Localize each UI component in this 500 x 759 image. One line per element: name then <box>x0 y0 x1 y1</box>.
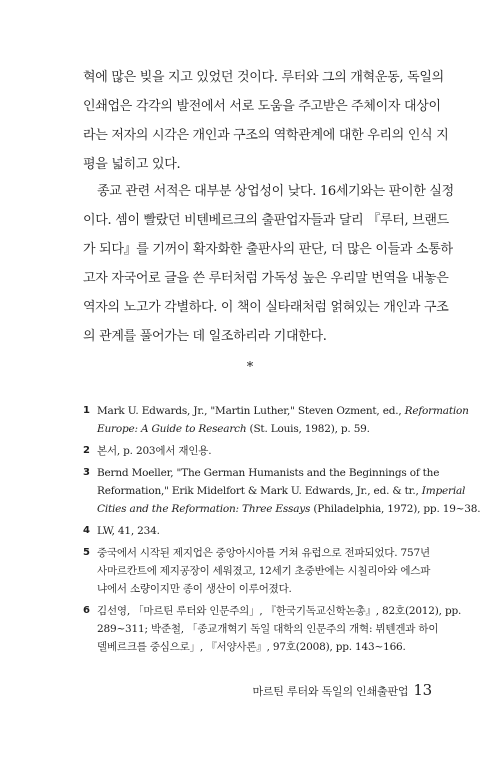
running-title: 마르틴 루터와 독일의 인쇄출판업 <box>252 685 409 698</box>
paragraph-line: 역자의 노고가 각별하다. 이 책이 실타래처럼 얽혀있는 개인과 구조 <box>83 300 449 315</box>
footnote-line <box>97 544 443 562</box>
footnote-text: 289~311; 박준철, 「종교개혁기 독일 대학의 인문주의 개혁: 뷔텐겐과 하이 <box>97 623 439 635</box>
footnote-line <box>97 562 443 580</box>
footnote-3 <box>83 464 481 518</box>
footnote-number: 4 <box>83 525 90 536</box>
body-paragraph-2 <box>83 177 454 351</box>
paragraph-line: 인쇄업은 각각의 발전에서 서로 도움을 주고받은 주체이자 대상이 <box>83 99 441 114</box>
footnote-text: Bernd Moeller, "The German Humanists and the Beginnings of the <box>97 467 440 479</box>
footnote-text: 사마르칸트에 제지공장이 세워졌고, 12세기 초중반에는 시칠리아와 에스파 <box>97 565 431 577</box>
footnote-italic-title: Cities and the Reformation: Three Essays <box>97 503 311 515</box>
footnote-1 <box>83 402 469 438</box>
footnote-text: Mark U. Edwards, Jr., "Martin Luther," Steven Ozment, ed., <box>97 405 405 417</box>
footnote-number: 5 <box>83 547 90 558</box>
paragraph-line: 종교 관련 서적은 대부분 상업성이 낮다. 16세기와는 판이한 실정 <box>97 184 454 199</box>
footnote-number: 3 <box>83 467 90 478</box>
footnote-text: 델베르크를 중심으로」, 『서양사론』, 97호(2008), pp. 143~166. <box>97 641 406 653</box>
footnote-italic-title: Imperial <box>421 485 466 497</box>
footnote-line <box>97 602 462 620</box>
footnote-number: 2 <box>83 445 90 456</box>
footnote-text: (St. Louis, 1982), p. 59. <box>246 423 370 435</box>
footnote-line <box>97 620 443 638</box>
paragraph-line: 평을 넓히고 있다. <box>83 157 181 172</box>
footnote-4 <box>83 522 443 540</box>
footnote-5 <box>83 544 443 598</box>
footnote-line <box>97 522 443 540</box>
footnote-line <box>97 638 443 656</box>
footnotes <box>83 402 481 660</box>
section-separator: * <box>246 360 254 375</box>
footnote-text: (Philadelphia, 1972), pp. 19~38. <box>310 503 481 515</box>
paragraph-line: 이다. 셈이 빨랐던 비텐베르크의 출판업자들과 달리 『루터, 브랜드 <box>83 213 449 228</box>
page-number: 13 <box>413 681 432 699</box>
paragraph-line: 혁에 많은 빚을 지고 있었던 것이다. 루터와 그의 개혁운동, 독일의 <box>83 70 444 85</box>
footnote-6 <box>83 602 462 656</box>
footnote-italic-title: Europe: A Guide to Research <box>97 423 247 435</box>
footnote-line <box>97 482 466 500</box>
footnote-line <box>97 420 443 438</box>
footnote-text: 냐에서 소량이지만 종이 생산이 이루어졌다. <box>97 583 292 595</box>
footnote-2 <box>83 442 443 460</box>
footnote-line <box>97 464 443 482</box>
footnote-number: 6 <box>83 605 90 616</box>
page-footer <box>252 681 432 699</box>
footnote-line <box>97 442 443 460</box>
footnote-line <box>97 580 443 598</box>
footnote-text: LW, 41, 234. <box>97 525 160 537</box>
footnote-text: 본서, p. 203에서 재인용. <box>97 445 212 457</box>
footnote-line <box>97 402 469 420</box>
paragraph-line: 라는 저자의 시각은 개인과 구조의 역학관계에 대한 우리의 인식 지 <box>83 128 449 143</box>
paragraph-line: 가 되다』를 기꺼이 확자화한 출판사의 판단, 더 많은 이들과 소통하 <box>83 242 453 257</box>
footnote-number: 1 <box>83 405 90 416</box>
paragraph-line: 의 관계를 풀어가는 데 일조하리라 기대한다. <box>83 329 327 344</box>
footnote-text: 중국에서 시작된 제지업은 중앙아시아를 거쳐 유럽으로 전파되었다. 757년 <box>97 547 430 559</box>
footnote-text: Reformation," Erik Midelfort & Mark U. Edwards, Jr., ed. & tr., <box>97 485 422 497</box>
footnote-line <box>97 500 481 518</box>
body-paragraph-1 <box>83 63 449 179</box>
paragraph-line: 고자 자국어로 글을 쓴 루터처럼 가독성 높은 우리말 번역을 내놓은 <box>83 271 449 286</box>
footnote-text: 김선영, 「마르틴 루터와 인문주의」, 『한국기독교신학논총』, 82호(2012), pp. <box>97 605 462 617</box>
footnote-italic-title: Reformation <box>404 405 469 417</box>
